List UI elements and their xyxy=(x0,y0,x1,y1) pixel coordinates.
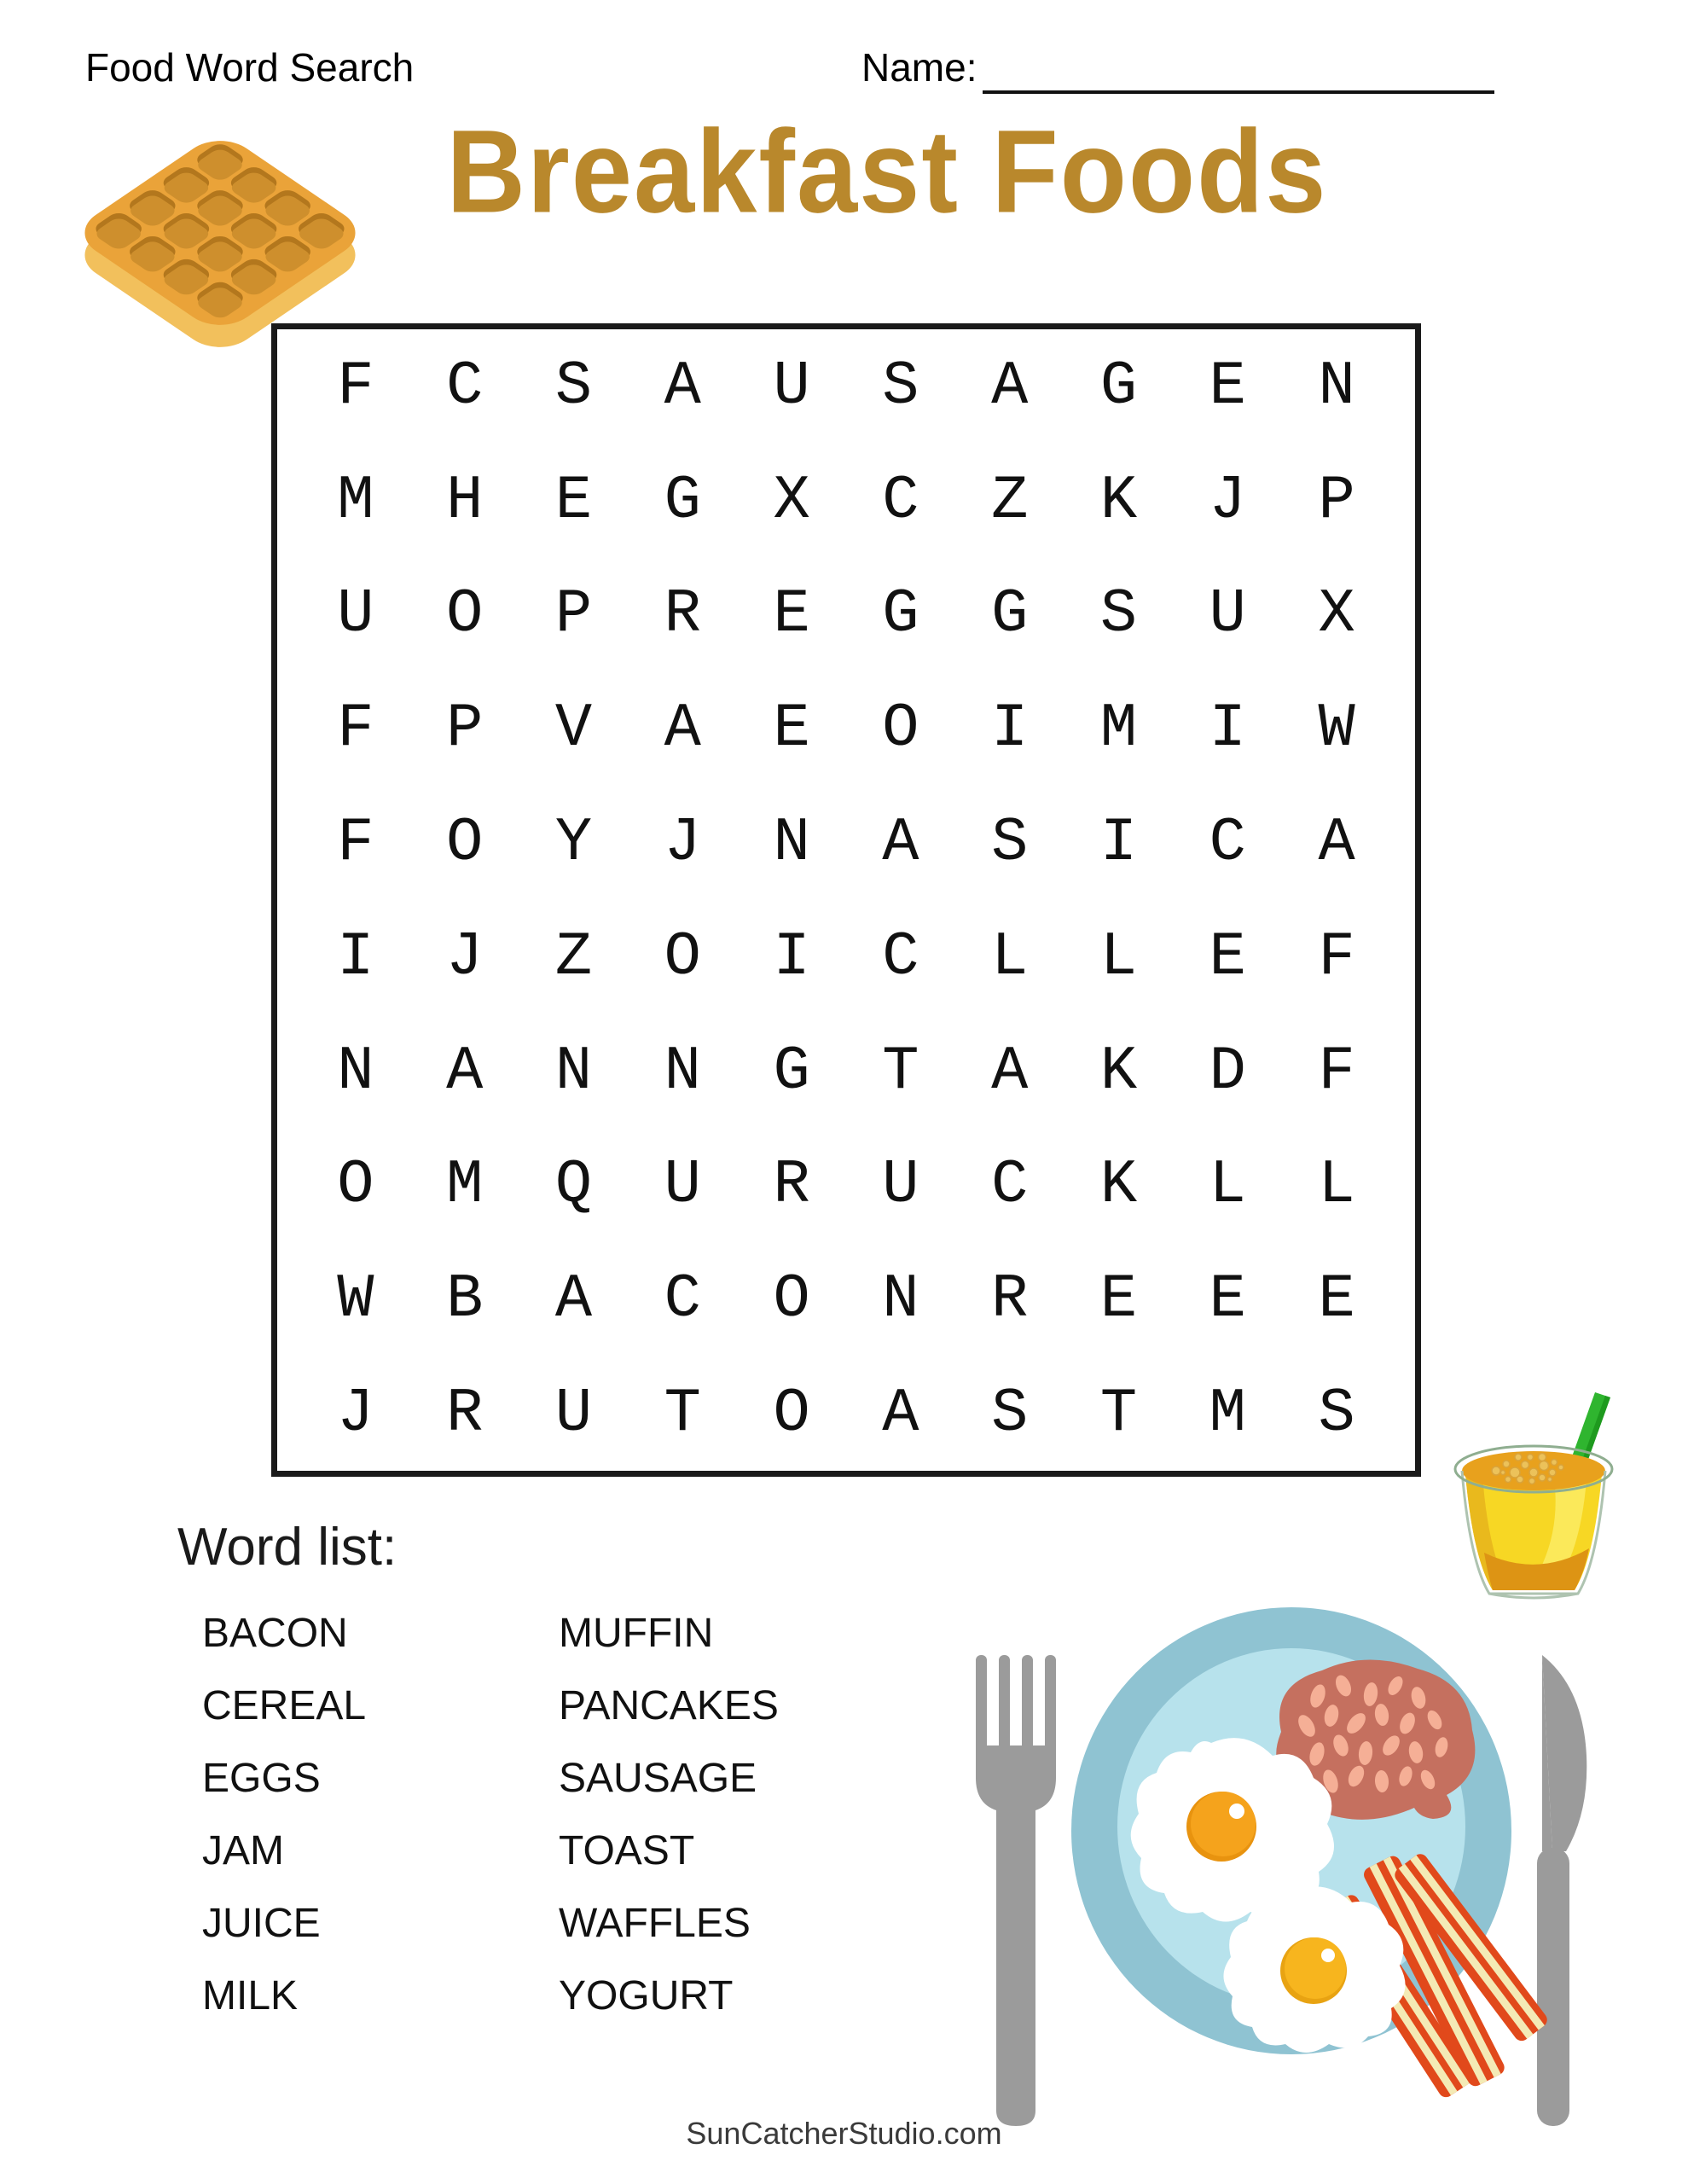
word-list-item: WAFFLES xyxy=(559,1901,751,1946)
grid-letter: A xyxy=(991,351,1029,421)
grid-letter: U xyxy=(337,579,374,650)
grid-letter: W xyxy=(1318,694,1355,764)
word-list-item: EGGS xyxy=(202,1756,321,1801)
grid-letter: T xyxy=(664,1379,701,1449)
grid-letter: O xyxy=(446,579,484,650)
grid-letter: A xyxy=(991,1036,1029,1107)
grid-letter: A xyxy=(446,1036,484,1107)
grid-letter: R xyxy=(773,1150,810,1221)
grid-letter: I xyxy=(773,921,810,992)
grid-letter: L xyxy=(1209,1150,1246,1221)
grid-letter: N xyxy=(773,808,810,879)
grid-letter: U xyxy=(1209,579,1246,650)
grid-letter: X xyxy=(1318,579,1355,650)
grid-letter: I xyxy=(1099,808,1138,879)
word-list-item: SAUSAGE xyxy=(559,1756,757,1801)
grid-letter: T xyxy=(1099,1379,1138,1449)
grid-letter: O xyxy=(446,808,484,879)
breakfast-plate-icon xyxy=(955,1602,1638,2155)
grid-letter: E xyxy=(773,694,810,764)
grid-letter: E xyxy=(1209,1264,1246,1335)
word-list-item: MILK xyxy=(202,1973,299,2018)
grid-letter: J xyxy=(664,808,701,879)
grid-letter: O xyxy=(773,1379,810,1449)
grid-letter: S xyxy=(1318,1379,1355,1449)
grid-letter: Z xyxy=(991,465,1029,536)
grid-letter: G xyxy=(882,579,919,650)
grid-letter: S xyxy=(991,808,1029,879)
grid-letter: R xyxy=(446,1379,484,1449)
grid-letter: L xyxy=(1099,921,1138,992)
grid-letter: X xyxy=(773,465,810,536)
grid-letter: F xyxy=(337,694,374,764)
waffle-icon xyxy=(49,124,391,371)
grid-letter: S xyxy=(882,351,919,421)
word-list-column-2 xyxy=(559,1597,779,2032)
word-list-item: JAM xyxy=(202,1828,284,1873)
grid-letter: W xyxy=(337,1264,374,1335)
grid-letter: C xyxy=(664,1264,701,1335)
breakfast-plate-icon xyxy=(955,1602,1638,2155)
grid-letter: N xyxy=(882,1264,919,1335)
grid-letter: P xyxy=(554,579,593,650)
word-list-item: YOGURT xyxy=(559,1973,734,2018)
grid-letter: T xyxy=(882,1036,919,1107)
grid-letter: D xyxy=(1209,1036,1246,1107)
grid-letter: G xyxy=(1099,351,1138,421)
grid-letter: Z xyxy=(554,921,593,992)
grid-letter: S xyxy=(1099,579,1138,650)
grid-letter: A xyxy=(882,1379,919,1449)
grid-letter: S xyxy=(991,1379,1029,1449)
grid-letter: M xyxy=(1209,1379,1246,1449)
grid-letter: E xyxy=(773,579,810,650)
grid-letter: J xyxy=(446,921,484,992)
grid-letter: C xyxy=(446,351,484,421)
grid-letter: A xyxy=(664,351,701,421)
grid-letter: N xyxy=(337,1036,374,1107)
grid-letter: G xyxy=(773,1036,810,1107)
grid-letter: U xyxy=(554,1379,593,1449)
grid-letter: C xyxy=(1209,808,1246,879)
grid-letter: G xyxy=(991,579,1029,650)
grid-letter: C xyxy=(991,1150,1029,1221)
grid-letter: V xyxy=(554,694,593,764)
grid-letter: O xyxy=(664,921,701,992)
grid-letter: A xyxy=(664,694,701,764)
orange-juice-icon xyxy=(1426,1384,1655,1624)
grid-letter: C xyxy=(882,465,919,536)
name-blank-line xyxy=(983,53,1494,94)
knife-icon xyxy=(1537,1655,1586,2126)
grid-letter: M xyxy=(446,1150,484,1221)
grid-letter: O xyxy=(337,1150,374,1221)
grid-letter: R xyxy=(991,1264,1029,1335)
grid-letter: S xyxy=(554,351,593,421)
grid-letter: A xyxy=(882,808,919,879)
grid-letter: N xyxy=(554,1036,593,1107)
orange-juice-icon xyxy=(1426,1384,1655,1624)
word-list-item: JUICE xyxy=(202,1901,321,1946)
grid-letter: L xyxy=(1318,1150,1355,1221)
grid-letter: N xyxy=(1318,351,1355,421)
grid-letter: O xyxy=(882,694,919,764)
grid-letter: I xyxy=(1209,694,1246,764)
footer-site-text: SunCatcherStudio.com xyxy=(686,2116,1002,2151)
grid-letter: A xyxy=(554,1264,593,1335)
doc-title: Food Word Search xyxy=(85,45,415,90)
grid-letter: P xyxy=(446,694,484,764)
puzzle-title: Breakfast Foods xyxy=(446,106,1328,238)
grid-letter: E xyxy=(1318,1264,1355,1335)
grid-letter: P xyxy=(1318,465,1355,536)
word-list-heading: Word list: xyxy=(177,1518,397,1577)
grid-letter: N xyxy=(664,1036,701,1107)
grid-letter: A xyxy=(1318,808,1355,879)
grid-letter: Y xyxy=(554,808,593,879)
word-list-item: TOAST xyxy=(559,1828,695,1873)
grid-letter: I xyxy=(337,921,374,992)
word-list-column-1 xyxy=(202,1597,366,2032)
word-list-item: PANCAKES xyxy=(559,1683,779,1728)
letter-grid xyxy=(271,323,1421,1477)
waffle-icon xyxy=(49,124,391,367)
grid-letter: Q xyxy=(554,1150,593,1221)
grid-letter: C xyxy=(882,921,919,992)
grid-letter: U xyxy=(664,1150,701,1221)
grid-letter: U xyxy=(773,351,810,421)
grid-letter: K xyxy=(1099,1036,1138,1107)
grid-letter: G xyxy=(664,465,701,536)
grid-letter: F xyxy=(1318,921,1355,992)
grid-letter: F xyxy=(337,351,374,421)
grid-letter: J xyxy=(337,1379,374,1449)
grid-letter: I xyxy=(991,694,1029,764)
grid-letter: R xyxy=(664,579,701,650)
word-list-item: CEREAL xyxy=(202,1683,367,1728)
grid-letter: E xyxy=(1209,921,1246,992)
grid-letter: H xyxy=(446,465,484,536)
grid-letter: E xyxy=(1099,1264,1138,1335)
grid-letter: E xyxy=(554,465,593,536)
name-label: Name: xyxy=(861,45,977,90)
grid-letter: O xyxy=(773,1264,810,1335)
grid-letter: L xyxy=(991,921,1029,992)
footer xyxy=(0,2116,1688,2152)
grid-letter: J xyxy=(1209,465,1246,536)
grid-letter: U xyxy=(882,1150,919,1221)
grid-letter: M xyxy=(337,465,374,536)
grid-letter: F xyxy=(337,808,374,879)
grid-letter: K xyxy=(1099,465,1138,536)
grid-letter: F xyxy=(1318,1036,1355,1107)
grid-letter: K xyxy=(1099,1150,1138,1221)
word-list-item: MUFFIN xyxy=(559,1611,714,1656)
word-list-item: BACON xyxy=(202,1611,348,1656)
grid-letter: B xyxy=(446,1264,484,1335)
grid-letter: M xyxy=(1099,694,1138,764)
fork-icon xyxy=(976,1655,1056,2126)
grid-letter: E xyxy=(1209,351,1246,421)
